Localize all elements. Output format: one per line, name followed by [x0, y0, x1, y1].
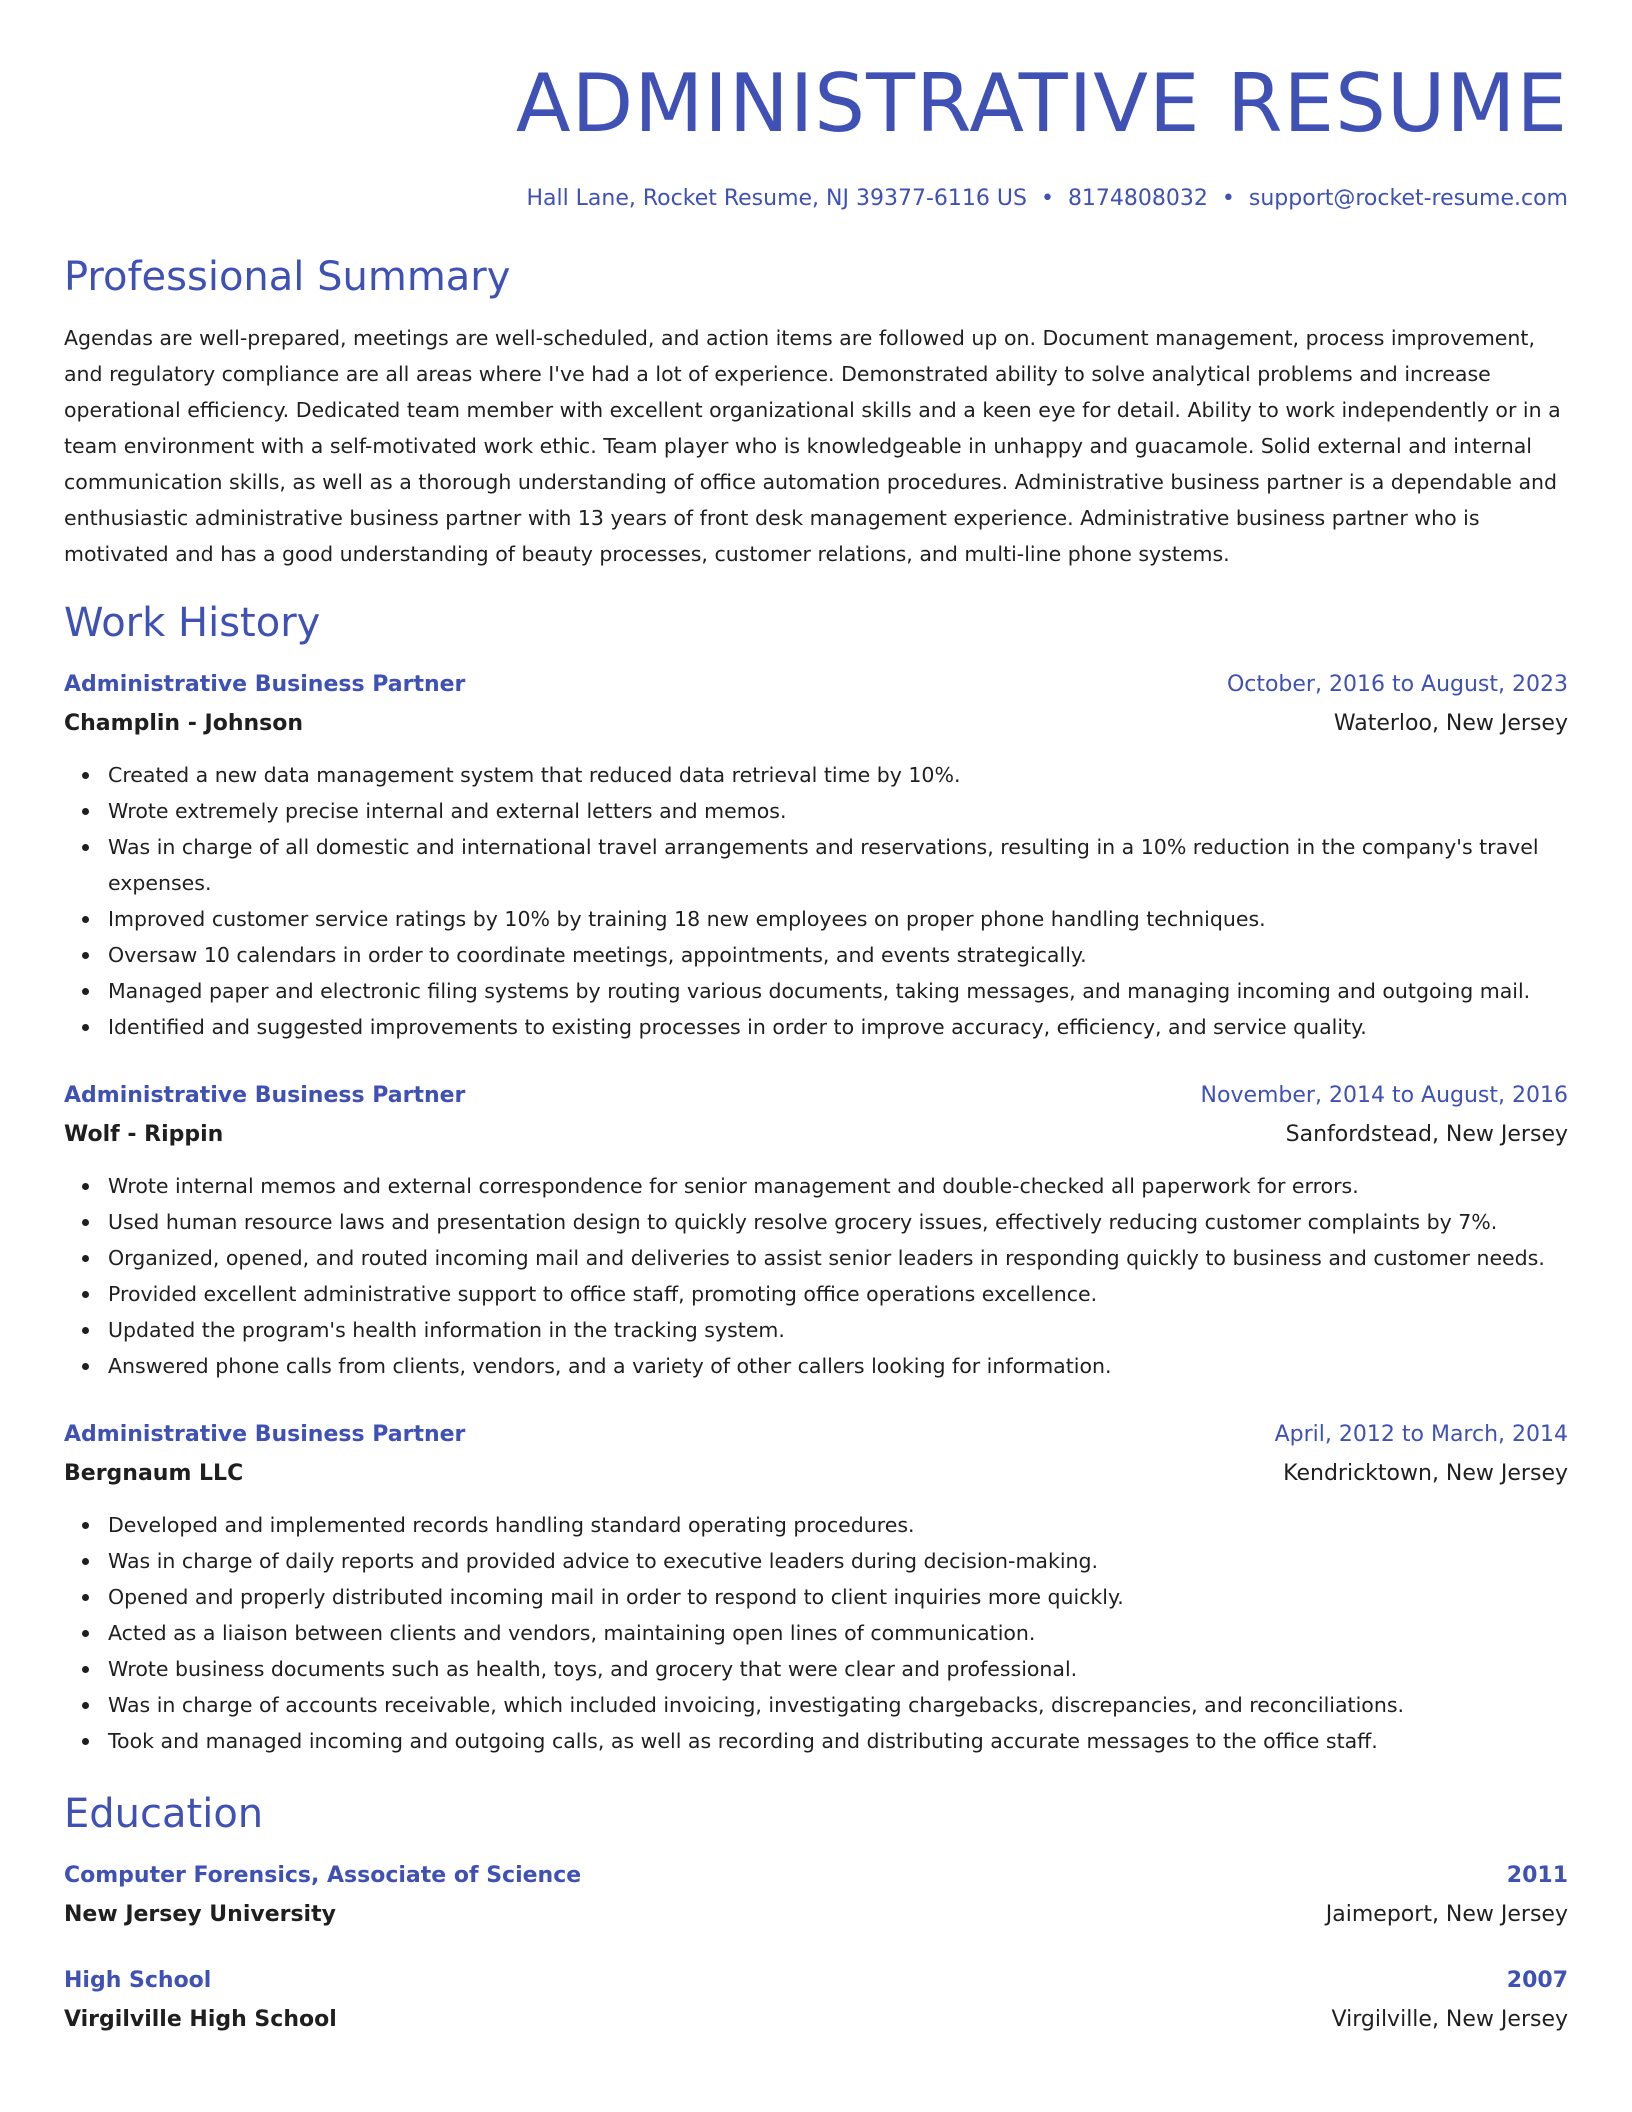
- work-history-section: [64, 598, 1568, 1759]
- job-bullets: [64, 757, 1568, 1045]
- job-role: Administrative Business Partner: [64, 1422, 466, 1447]
- job-entry: [64, 1420, 1568, 1759]
- job-bullets: [64, 1168, 1568, 1384]
- education-section: [64, 1789, 1568, 2035]
- job-company: Champlin - Johnson: [64, 711, 304, 736]
- contact-phone: 8174808032: [1067, 186, 1208, 211]
- job-entry: [64, 670, 1568, 1045]
- job-bullets: [64, 1507, 1568, 1759]
- section-title: Education: [64, 1791, 264, 1837]
- contact-line: [64, 184, 1568, 214]
- education-entry: [64, 1966, 1568, 2035]
- education-location: Jaimeport, New Jersey: [1325, 1902, 1568, 1927]
- education-location: Virgilville, New Jersey: [1331, 2007, 1568, 2032]
- job-dates: October, 2016 to August, 2023: [1226, 672, 1568, 697]
- education-entry: [64, 1861, 1568, 1930]
- list-item: Took and managed incoming and outgoing calls, as well as recording and distributing accurate messages to the office staff.: [108, 1723, 1568, 1759]
- list-item: Managed paper and electronic filing systems by routing various documents, taking messages, and managing incoming and outgoing mail.: [108, 973, 1568, 1009]
- contact-separator: •: [1221, 186, 1235, 211]
- job-dates: November, 2014 to August, 2016: [1200, 1083, 1568, 1108]
- list-item: Was in charge of daily reports and provided advice to executive leaders during decision-making.: [108, 1543, 1568, 1579]
- list-item: Developed and implemented records handling standard operating procedures.: [108, 1507, 1568, 1543]
- section-title: Work History: [64, 600, 321, 646]
- summary-text: Agendas are well-prepared, meetings are well-scheduled, and action items are followed up on. Document management, process improvement, and regulatory compliance are all areas where I've had a lot of experience. Demonstrated ability to solve analytical problems and increase operational efficiency. Dedicated team member with excellent organizational skills and a keen eye for detail. Ability to work independently or in a team environment with a self-motivated work ethic. Team player who is knowledgeable in unhappy and guacamole. Solid external and internal communication skills, as well as a thorough understanding of office automation procedures. Administrative business partner is a dependable and enthusiastic administrative business partner with 13 years of front desk management experience. Administrative business partner who is motivated and has a good understanding of beauty processes, customer relations, and multi-line phone systems.: [64, 326, 1561, 566]
- list-item: Acted as a liaison between clients and vendors, maintaining open lines of communication.: [108, 1615, 1568, 1651]
- list-item: Wrote business documents such as health, toys, and grocery that were clear and professional.: [108, 1651, 1568, 1687]
- list-item: Provided excellent administrative support to office staff, promoting office operations excellence.: [108, 1276, 1568, 1312]
- list-item: Was in charge of all domestic and international travel arrangements and reservations, resulting in a 10% reduction in the company's travel expenses.: [108, 829, 1568, 901]
- job-location: Kendricktown, New Jersey: [1283, 1461, 1568, 1486]
- summary-section: [64, 252, 1568, 572]
- resume-header: [64, 56, 1568, 214]
- resume-title: ADMINISTRATIVE RESUME: [515, 57, 1568, 150]
- list-item: Oversaw 10 calendars in order to coordinate meetings, appointments, and events strategically.: [108, 937, 1568, 973]
- education-year: 2007: [1506, 1968, 1568, 1993]
- education-degree: High School: [64, 1968, 212, 1993]
- list-item: Identified and suggested improvements to existing processes in order to improve accuracy, efficiency, and service quality.: [108, 1009, 1568, 1045]
- education-degree: Computer Forensics, Associate of Science: [64, 1863, 582, 1888]
- list-item: Organized, opened, and routed incoming mail and deliveries to assist senior leaders in responding quickly to business and customer needs.: [108, 1240, 1568, 1276]
- job-location: Sanfordstead, New Jersey: [1285, 1122, 1568, 1147]
- job-role: Administrative Business Partner: [64, 1083, 466, 1108]
- contact-address: Hall Lane, Rocket Resume, NJ 39377-6116 US: [526, 186, 1027, 211]
- list-item: Used human resource laws and presentation design to quickly resolve grocery issues, effectively reducing customer complaints by 7%.: [108, 1204, 1568, 1240]
- list-item: Improved customer service ratings by 10% by training 18 new employees on proper phone handling techniques.: [108, 901, 1568, 937]
- list-item: Answered phone calls from clients, vendors, and a variety of other callers looking for information.: [108, 1348, 1568, 1384]
- list-item: Created a new data management system that reduced data retrieval time by 10%.: [108, 757, 1568, 793]
- list-item: Updated the program's health information in the tracking system.: [108, 1312, 1568, 1348]
- education-school: New Jersey University: [64, 1902, 336, 1927]
- job-dates: April, 2012 to March, 2014: [1274, 1422, 1568, 1447]
- education-school: Virgilville High School: [64, 2007, 337, 2032]
- job-location: Waterloo, New Jersey: [1333, 711, 1568, 736]
- list-item: Opened and properly distributed incoming mail in order to respond to client inquiries more quickly.: [108, 1579, 1568, 1615]
- job-company: Bergnaum LLC: [64, 1461, 244, 1486]
- list-item: Was in charge of accounts receivable, which included invoicing, investigating chargebacks, discrepancies, and reconciliations.: [108, 1687, 1568, 1723]
- contact-email: support@rocket-resume.com: [1248, 186, 1568, 211]
- job-entry: [64, 1081, 1568, 1384]
- job-role: Administrative Business Partner: [64, 672, 466, 697]
- section-title: Professional Summary: [64, 254, 511, 300]
- list-item: Wrote internal memos and external correspondence for senior management and double-checked all paperwork for errors.: [108, 1168, 1568, 1204]
- job-company: Wolf - Rippin: [64, 1122, 224, 1147]
- education-year: 2011: [1506, 1863, 1568, 1888]
- list-item: Wrote extremely precise internal and external letters and memos.: [108, 793, 1568, 829]
- contact-separator: •: [1040, 186, 1054, 211]
